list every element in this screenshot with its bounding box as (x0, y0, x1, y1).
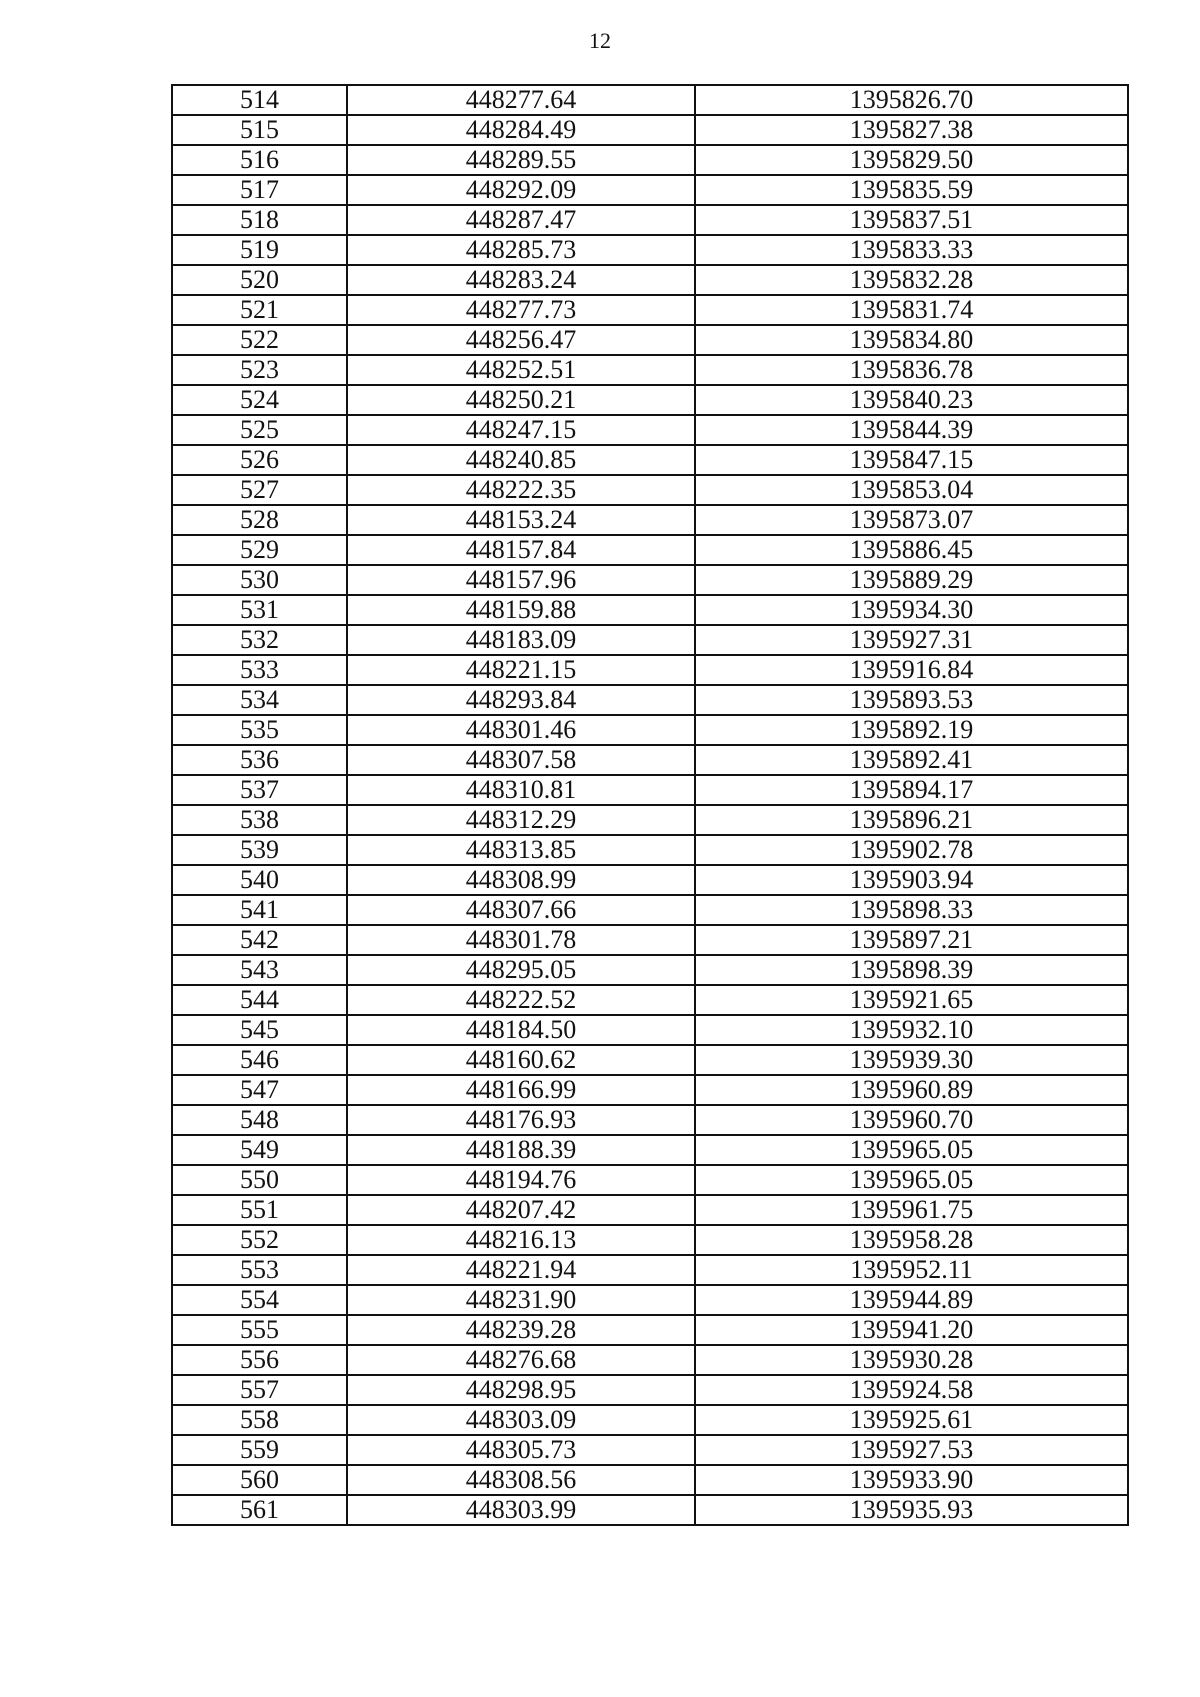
point-number-cell: 531 (172, 595, 347, 625)
x-coordinate-cell: 448157.96 (347, 565, 695, 595)
coordinates-table (171, 84, 1129, 1526)
x-coordinate-cell: 448157.84 (347, 535, 695, 565)
point-number-cell: 549 (172, 1135, 347, 1165)
x-coordinate-cell: 448252.51 (347, 355, 695, 385)
point-number-cell: 542 (172, 925, 347, 955)
table-row (172, 595, 1128, 625)
x-coordinate-cell: 448277.73 (347, 295, 695, 325)
table-row (172, 355, 1128, 385)
y-coordinate-cell: 1395826.70 (695, 85, 1128, 115)
y-coordinate-cell: 1395892.19 (695, 715, 1128, 745)
y-coordinate-cell: 1395853.04 (695, 475, 1128, 505)
table-row (172, 865, 1128, 895)
x-coordinate-cell: 448289.55 (347, 145, 695, 175)
table-row (172, 625, 1128, 655)
point-number-cell: 555 (172, 1315, 347, 1345)
x-coordinate-cell: 448283.24 (347, 265, 695, 295)
y-coordinate-cell: 1395930.28 (695, 1345, 1128, 1375)
point-number-cell: 533 (172, 655, 347, 685)
y-coordinate-cell: 1395835.59 (695, 175, 1128, 205)
table-row (172, 535, 1128, 565)
x-coordinate-cell: 448301.46 (347, 715, 695, 745)
table-row (172, 805, 1128, 835)
x-coordinate-cell: 448231.90 (347, 1285, 695, 1315)
point-number-cell: 544 (172, 985, 347, 1015)
y-coordinate-cell: 1395831.74 (695, 295, 1128, 325)
y-coordinate-cell: 1395847.15 (695, 445, 1128, 475)
table-row (172, 1045, 1128, 1075)
y-coordinate-cell: 1395952.11 (695, 1255, 1128, 1285)
y-coordinate-cell: 1395827.38 (695, 115, 1128, 145)
point-number-cell: 521 (172, 295, 347, 325)
table-row (172, 505, 1128, 535)
point-number-cell: 514 (172, 85, 347, 115)
table-row (172, 115, 1128, 145)
point-number-cell: 541 (172, 895, 347, 925)
point-number-cell: 561 (172, 1495, 347, 1525)
x-coordinate-cell: 448247.15 (347, 415, 695, 445)
point-number-cell: 520 (172, 265, 347, 295)
table-row (172, 145, 1128, 175)
table-row (172, 1165, 1128, 1195)
x-coordinate-cell: 448221.94 (347, 1255, 695, 1285)
x-coordinate-cell: 448308.99 (347, 865, 695, 895)
table-row (172, 205, 1128, 235)
y-coordinate-cell: 1395898.39 (695, 955, 1128, 985)
coordinates-table-body (172, 85, 1128, 1525)
y-coordinate-cell: 1395832.28 (695, 265, 1128, 295)
table-row (172, 1135, 1128, 1165)
point-number-cell: 525 (172, 415, 347, 445)
table-row (172, 1495, 1128, 1525)
point-number-cell: 545 (172, 1015, 347, 1045)
x-coordinate-cell: 448301.78 (347, 925, 695, 955)
point-number-cell: 554 (172, 1285, 347, 1315)
y-coordinate-cell: 1395960.89 (695, 1075, 1128, 1105)
y-coordinate-cell: 1395925.61 (695, 1405, 1128, 1435)
y-coordinate-cell: 1395916.84 (695, 655, 1128, 685)
x-coordinate-cell: 448221.15 (347, 655, 695, 685)
table-row (172, 1315, 1128, 1345)
x-coordinate-cell: 448183.09 (347, 625, 695, 655)
x-coordinate-cell: 448256.47 (347, 325, 695, 355)
table-row (172, 895, 1128, 925)
table-row (172, 1465, 1128, 1495)
table-row (172, 415, 1128, 445)
point-number-cell: 550 (172, 1165, 347, 1195)
point-number-cell: 543 (172, 955, 347, 985)
point-number-cell: 527 (172, 475, 347, 505)
point-number-cell: 558 (172, 1405, 347, 1435)
table-row (172, 1225, 1128, 1255)
point-number-cell: 557 (172, 1375, 347, 1405)
table-row (172, 295, 1128, 325)
x-coordinate-cell: 448285.73 (347, 235, 695, 265)
y-coordinate-cell: 1395840.23 (695, 385, 1128, 415)
point-number-cell: 529 (172, 535, 347, 565)
table-row (172, 1105, 1128, 1135)
point-number-cell: 556 (172, 1345, 347, 1375)
y-coordinate-cell: 1395896.21 (695, 805, 1128, 835)
y-coordinate-cell: 1395829.50 (695, 145, 1128, 175)
table-row (172, 325, 1128, 355)
page-number: 12 (589, 28, 611, 53)
x-coordinate-cell: 448188.39 (347, 1135, 695, 1165)
y-coordinate-cell: 1395927.31 (695, 625, 1128, 655)
y-coordinate-cell: 1395934.30 (695, 595, 1128, 625)
table-row (172, 565, 1128, 595)
y-coordinate-cell: 1395889.29 (695, 565, 1128, 595)
x-coordinate-cell: 448207.42 (347, 1195, 695, 1225)
x-coordinate-cell: 448250.21 (347, 385, 695, 415)
y-coordinate-cell: 1395844.39 (695, 415, 1128, 445)
table-row (172, 1375, 1128, 1405)
table-row (172, 475, 1128, 505)
point-number-cell: 517 (172, 175, 347, 205)
table-row (172, 1405, 1128, 1435)
x-coordinate-cell: 448159.88 (347, 595, 695, 625)
point-number-cell: 551 (172, 1195, 347, 1225)
point-number-cell: 536 (172, 745, 347, 775)
x-coordinate-cell: 448303.99 (347, 1495, 695, 1525)
y-coordinate-cell: 1395897.21 (695, 925, 1128, 955)
y-coordinate-cell: 1395958.28 (695, 1225, 1128, 1255)
x-coordinate-cell: 448153.24 (347, 505, 695, 535)
y-coordinate-cell: 1395898.33 (695, 895, 1128, 925)
x-coordinate-cell: 448240.85 (347, 445, 695, 475)
x-coordinate-cell: 448184.50 (347, 1015, 695, 1045)
y-coordinate-cell: 1395893.53 (695, 685, 1128, 715)
y-coordinate-cell: 1395837.51 (695, 205, 1128, 235)
x-coordinate-cell: 448310.81 (347, 775, 695, 805)
x-coordinate-cell: 448276.68 (347, 1345, 695, 1375)
x-coordinate-cell: 448308.56 (347, 1465, 695, 1495)
x-coordinate-cell: 448295.05 (347, 955, 695, 985)
table-row (172, 775, 1128, 805)
point-number-cell: 539 (172, 835, 347, 865)
point-number-cell: 515 (172, 115, 347, 145)
x-coordinate-cell: 448305.73 (347, 1435, 695, 1465)
x-coordinate-cell: 448292.09 (347, 175, 695, 205)
point-number-cell: 518 (172, 205, 347, 235)
y-coordinate-cell: 1395944.89 (695, 1285, 1128, 1315)
table-row (172, 685, 1128, 715)
point-number-cell: 560 (172, 1465, 347, 1495)
y-coordinate-cell: 1395960.70 (695, 1105, 1128, 1135)
table-row (172, 85, 1128, 115)
y-coordinate-cell: 1395921.65 (695, 985, 1128, 1015)
x-coordinate-cell: 448312.29 (347, 805, 695, 835)
point-number-cell: 559 (172, 1435, 347, 1465)
table-row (172, 745, 1128, 775)
table-row (172, 985, 1128, 1015)
x-coordinate-cell: 448277.64 (347, 85, 695, 115)
y-coordinate-cell: 1395836.78 (695, 355, 1128, 385)
x-coordinate-cell: 448307.66 (347, 895, 695, 925)
y-coordinate-cell: 1395941.20 (695, 1315, 1128, 1345)
y-coordinate-cell: 1395833.33 (695, 235, 1128, 265)
table-row (172, 1255, 1128, 1285)
table-row (172, 235, 1128, 265)
point-number-cell: 553 (172, 1255, 347, 1285)
y-coordinate-cell: 1395933.90 (695, 1465, 1128, 1495)
point-number-cell: 552 (172, 1225, 347, 1255)
point-number-cell: 538 (172, 805, 347, 835)
y-coordinate-cell: 1395932.10 (695, 1015, 1128, 1045)
x-coordinate-cell: 448307.58 (347, 745, 695, 775)
table-row (172, 715, 1128, 745)
y-coordinate-cell: 1395894.17 (695, 775, 1128, 805)
table-row (172, 1075, 1128, 1105)
point-number-cell: 548 (172, 1105, 347, 1135)
x-coordinate-cell: 448313.85 (347, 835, 695, 865)
x-coordinate-cell: 448287.47 (347, 205, 695, 235)
point-number-cell: 530 (172, 565, 347, 595)
x-coordinate-cell: 448176.93 (347, 1105, 695, 1135)
point-number-cell: 534 (172, 685, 347, 715)
point-number-cell: 519 (172, 235, 347, 265)
table-row (172, 265, 1128, 295)
y-coordinate-cell: 1395902.78 (695, 835, 1128, 865)
table-row (172, 385, 1128, 415)
x-coordinate-cell: 448222.35 (347, 475, 695, 505)
y-coordinate-cell: 1395834.80 (695, 325, 1128, 355)
y-coordinate-cell: 1395961.75 (695, 1195, 1128, 1225)
y-coordinate-cell: 1395873.07 (695, 505, 1128, 535)
table-row (172, 955, 1128, 985)
y-coordinate-cell: 1395892.41 (695, 745, 1128, 775)
table-row (172, 1435, 1128, 1465)
x-coordinate-cell: 448166.99 (347, 1075, 695, 1105)
y-coordinate-cell: 1395965.05 (695, 1135, 1128, 1165)
y-coordinate-cell: 1395939.30 (695, 1045, 1128, 1075)
table-row (172, 1015, 1128, 1045)
x-coordinate-cell: 448293.84 (347, 685, 695, 715)
point-number-cell: 535 (172, 715, 347, 745)
x-coordinate-cell: 448239.28 (347, 1315, 695, 1345)
y-coordinate-cell: 1395903.94 (695, 865, 1128, 895)
table-row (172, 1195, 1128, 1225)
table-row (172, 925, 1128, 955)
x-coordinate-cell: 448160.62 (347, 1045, 695, 1075)
point-number-cell: 524 (172, 385, 347, 415)
point-number-cell: 546 (172, 1045, 347, 1075)
table-row (172, 445, 1128, 475)
x-coordinate-cell: 448216.13 (347, 1225, 695, 1255)
point-number-cell: 540 (172, 865, 347, 895)
y-coordinate-cell: 1395935.93 (695, 1495, 1128, 1525)
table-row (172, 1345, 1128, 1375)
point-number-cell: 523 (172, 355, 347, 385)
y-coordinate-cell: 1395886.45 (695, 535, 1128, 565)
y-coordinate-cell: 1395924.58 (695, 1375, 1128, 1405)
x-coordinate-cell: 448194.76 (347, 1165, 695, 1195)
point-number-cell: 547 (172, 1075, 347, 1105)
point-number-cell: 537 (172, 775, 347, 805)
x-coordinate-cell: 448298.95 (347, 1375, 695, 1405)
table-row (172, 835, 1128, 865)
point-number-cell: 532 (172, 625, 347, 655)
x-coordinate-cell: 448222.52 (347, 985, 695, 1015)
y-coordinate-cell: 1395927.53 (695, 1435, 1128, 1465)
y-coordinate-cell: 1395965.05 (695, 1165, 1128, 1195)
table-row (172, 1285, 1128, 1315)
point-number-cell: 528 (172, 505, 347, 535)
point-number-cell: 526 (172, 445, 347, 475)
x-coordinate-cell: 448303.09 (347, 1405, 695, 1435)
point-number-cell: 516 (172, 145, 347, 175)
x-coordinate-cell: 448284.49 (347, 115, 695, 145)
point-number-cell: 522 (172, 325, 347, 355)
table-row (172, 175, 1128, 205)
table-row (172, 655, 1128, 685)
